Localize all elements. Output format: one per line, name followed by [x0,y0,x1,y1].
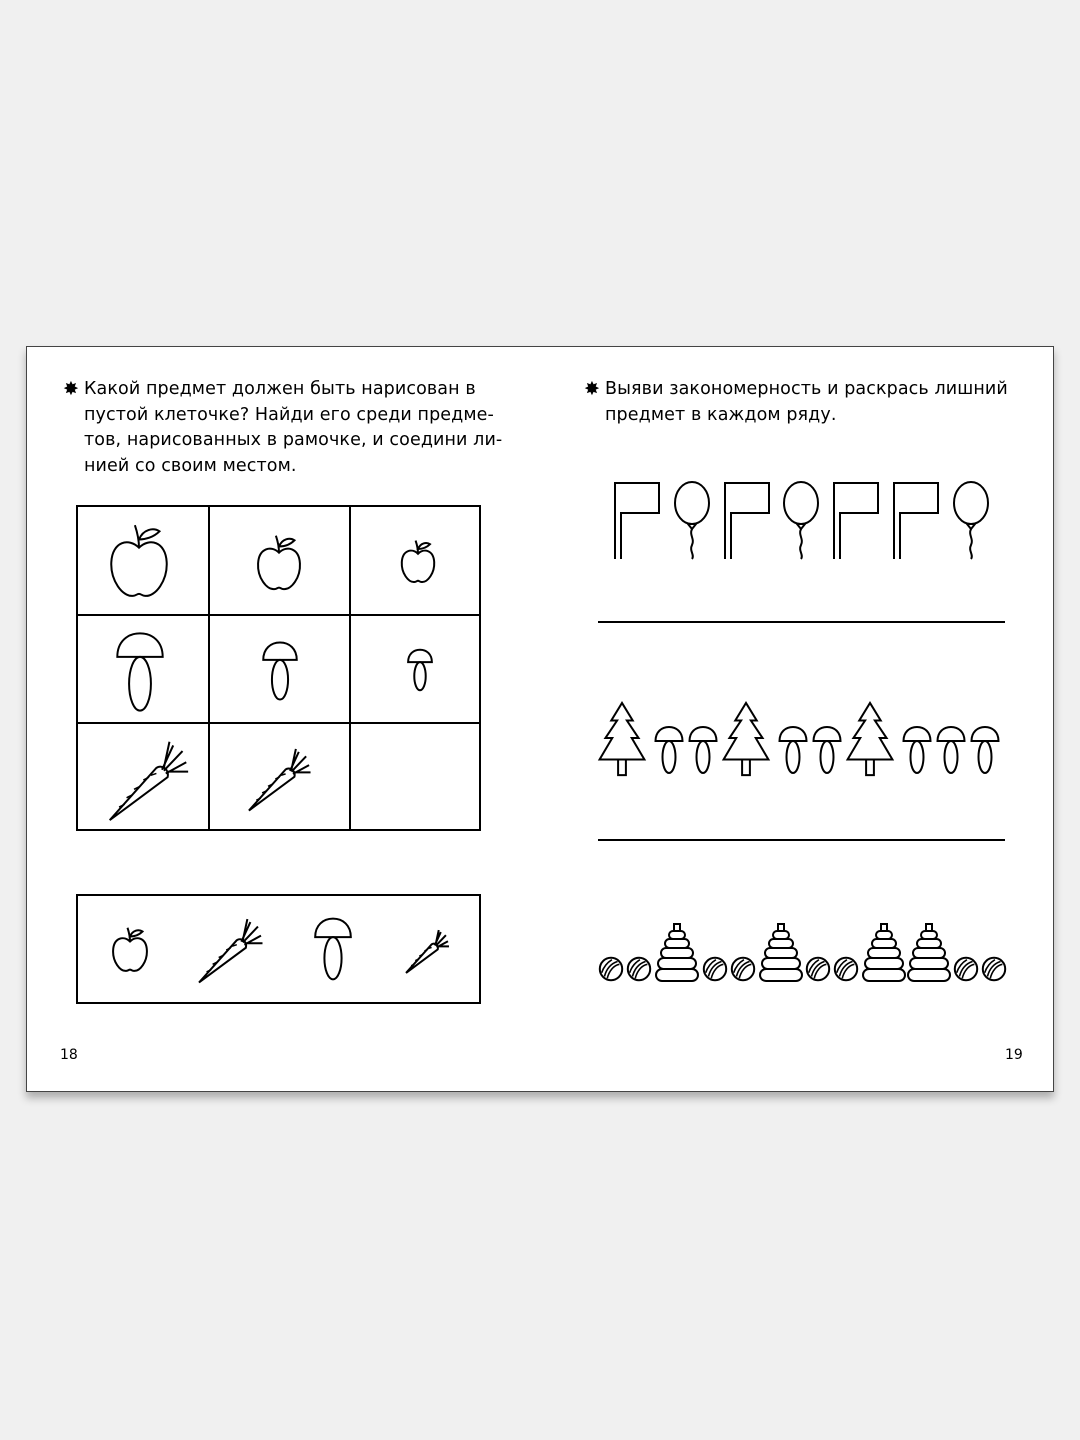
pattern-row-2 [597,701,1007,781]
mushroom-icon[interactable] [310,916,356,982]
mushroom-icon[interactable] [968,725,1002,775]
asterisk-burst-icon: ✸ [63,378,80,400]
grid-cell-carrot-medium [210,724,349,831]
page-number-left: 18 [60,1047,78,1063]
apple-icon [108,519,170,601]
mushroom-icon[interactable] [652,725,686,775]
mushroom-icon[interactable] [900,725,934,775]
grid-cell-apple-medium [210,507,349,614]
task-line: нией со своим местом. [84,455,297,476]
ball-icon[interactable] [701,955,729,983]
task-line: тов, нарисованных в рамочке, и соедини ли- [84,430,503,450]
grid-cell-mushroom-small [351,616,481,722]
pattern-row-3 [597,923,1007,983]
answer-line [598,839,1005,841]
mushroom-icon[interactable] [810,725,844,775]
apple-icon [255,531,303,593]
apple-icon [399,537,437,585]
right-task-text [584,377,1025,428]
picture-grid [76,505,481,831]
ball-icon[interactable] [804,955,832,983]
task-line: Какой предмет должен быть нарисован в [84,379,476,399]
pattern-row-1 [597,481,1007,565]
tree-icon[interactable] [845,701,895,779]
pyramid-icon[interactable] [862,923,906,983]
ball-icon[interactable] [597,955,625,983]
ball-icon[interactable] [625,955,653,983]
flag-icon[interactable] [612,481,662,561]
answer-options-frame [76,894,481,1004]
ball-icon[interactable] [832,955,860,983]
flag-icon[interactable] [831,481,881,561]
task-line: предмет в каждом ряду. [605,404,837,425]
ball-icon[interactable] [729,955,757,983]
task-line: пустой клеточке? Найди его среди предме- [84,404,494,425]
tree-icon[interactable] [721,701,771,779]
pyramid-icon[interactable] [907,923,951,983]
balloon-icon[interactable] [951,481,991,561]
carrot-icon [106,738,190,822]
balloon-icon[interactable] [781,481,821,561]
mushroom-icon[interactable] [776,725,810,775]
flag-icon[interactable] [891,481,941,561]
grid-cell-carrot-large [78,724,208,831]
carrot-icon[interactable] [404,928,450,974]
pyramid-icon[interactable] [759,923,803,983]
tree-icon[interactable] [597,701,647,779]
mushroom-icon [112,630,168,714]
task-line: Выяви закономерность и раскрась лишний [605,379,1008,399]
mushroom-icon[interactable] [686,725,720,775]
ball-icon[interactable] [980,955,1008,983]
grid-cell-apple-large [78,507,208,614]
grid-cell-mushroom-medium [210,616,349,722]
grid-cell-empty[interactable] [351,724,481,831]
mushroom-icon [258,640,302,702]
mushroom-icon [403,648,437,692]
answer-line [598,621,1005,623]
page-number-right: 19 [1005,1047,1023,1063]
ball-icon[interactable] [952,955,980,983]
grid-cell-mushroom-large [78,616,208,722]
apple-icon[interactable] [111,924,149,974]
left-task-text [63,377,516,479]
asterisk-burst-icon: ✸ [584,378,601,400]
balloon-icon[interactable] [672,481,712,561]
flag-icon[interactable] [722,481,772,561]
book-spread [26,346,1054,1092]
grid-cell-apple-small [351,507,481,614]
carrot-icon[interactable] [196,916,264,984]
mushroom-icon[interactable] [934,725,968,775]
carrot-icon [246,746,312,812]
pyramid-icon[interactable] [655,923,699,983]
